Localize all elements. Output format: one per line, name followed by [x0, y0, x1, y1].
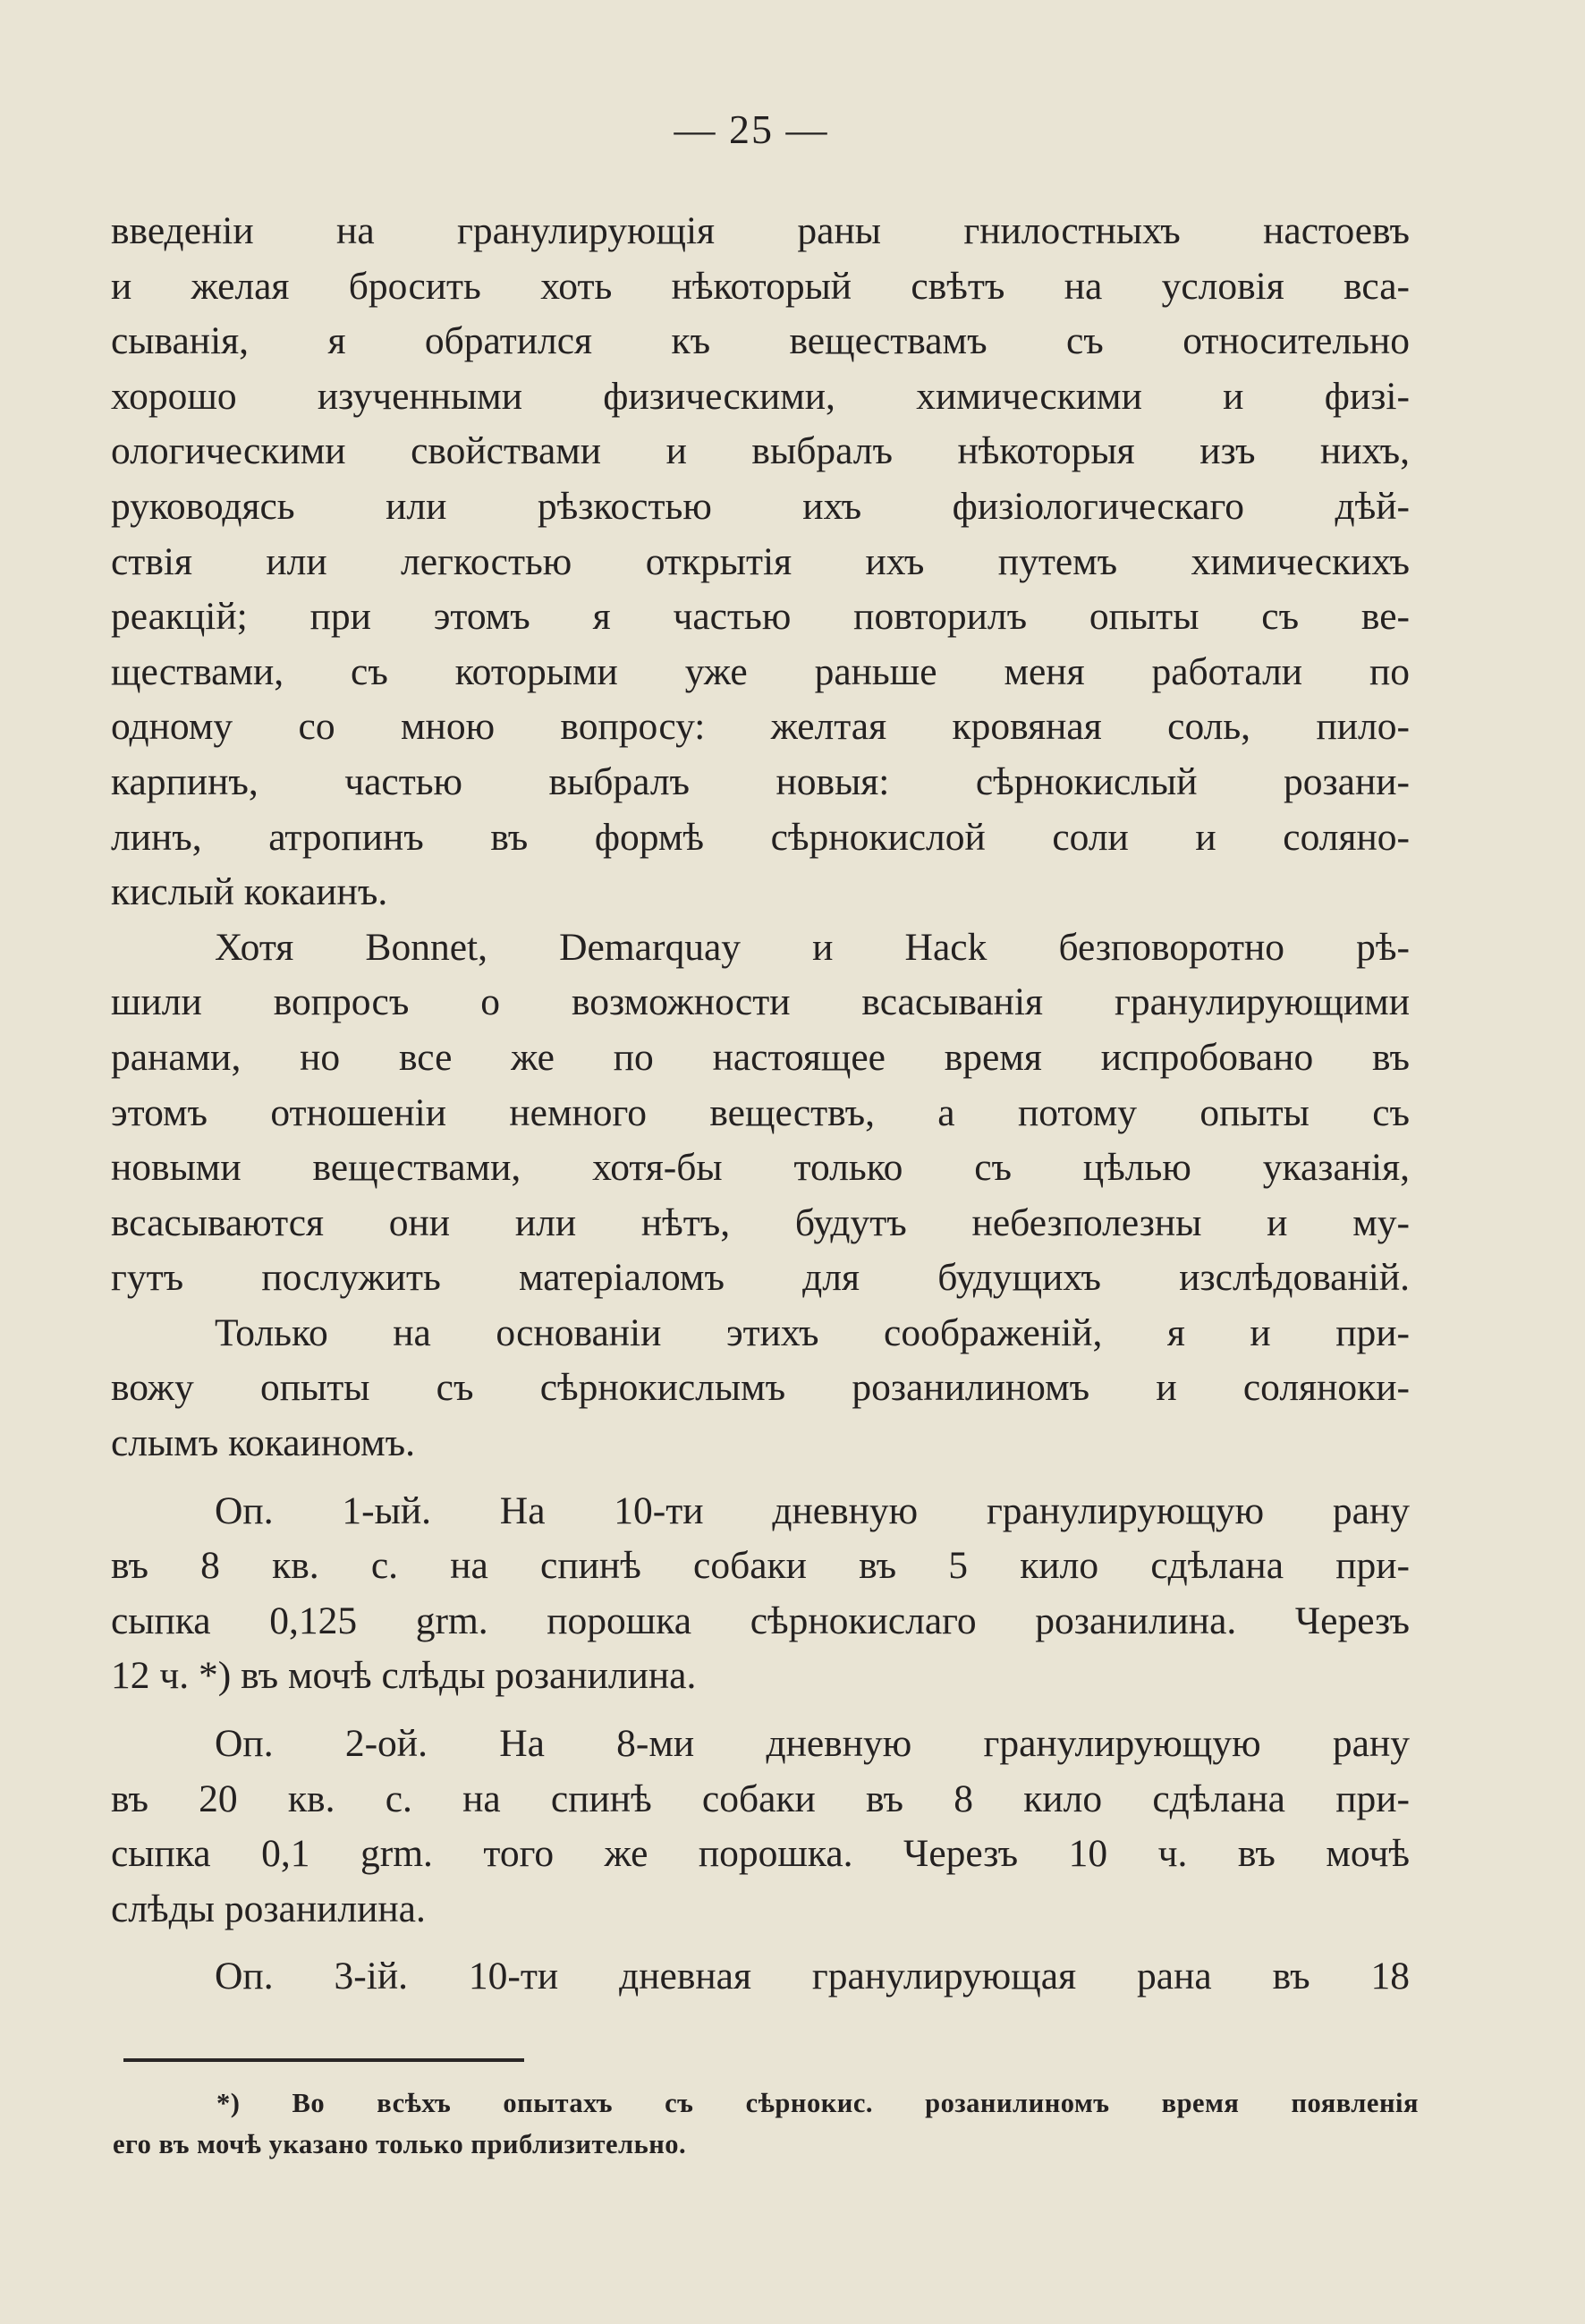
footnote [113, 2082, 1419, 2165]
text-line: гутъ послужить матерiаломъ для будущихъ изслѣдованiй. [111, 1256, 1410, 1300]
text-line: хорошо изученными физическими, химическими и физi- [111, 374, 1410, 418]
text-line: шили вопросъ о возможности всасыванiя гранулирующими [111, 980, 1410, 1024]
text-line: Только на основанiи этихъ соображенiй, я и при- [215, 1310, 1410, 1354]
text-line: новыми веществами, хотя-бы только съ цѣлью указанiя, [111, 1146, 1410, 1190]
page-number: — 25 — [674, 106, 829, 152]
text-line: Хотя Bonnet, Demarquay и Hack безповоротно рѣ- [215, 925, 1410, 969]
text-line: слѣды розанилина. [111, 1887, 426, 1930]
text-line: вожу опыты съ сѣрнокислымъ розанилиномъ и солянoки- [111, 1366, 1410, 1410]
text-line: сыпка 0,1 grm. того же порошка. Черезъ 10 ч. въ мочѣ [111, 1832, 1410, 1876]
text-line: ществами, съ которыми уже раньше меня работали по [111, 649, 1410, 693]
text-line: руководясь или рѣзкостью ихъ физiологическаго дѣй- [111, 484, 1410, 528]
text-line: линъ, атропинъ въ формѣ сѣрнокислой соли и соляно- [111, 815, 1410, 859]
footnote-line: *) Во всѣхъ опытахъ съ сѣрнокис. розанилиномъ время появленiя [216, 2088, 1419, 2118]
text-line: Оп. 2-ой. На 8-ми дневную гранулирующую рану [215, 1722, 1410, 1766]
text-line: сыванiя, я обратился къ веществамъ съ относительно [111, 319, 1410, 363]
text-line: этомъ отношенiи немного веществъ, а потому опыты съ [111, 1090, 1410, 1134]
text-line: въ 8 кв. с. на спинѣ собаки въ 5 кило сдѣлана при- [111, 1544, 1410, 1588]
text-line: введенiи на гранулирующiя раны гнилостныхъ настоевъ [111, 209, 1410, 252]
text-line: всасываются они или нѣтъ, будутъ небезполезны и му- [111, 1200, 1410, 1244]
text-line: карпинъ, частью выбралъ новыя: сѣрнокислый розани- [111, 759, 1410, 803]
text-line: 12 ч. *) въ мочѣ слѣды розанилина. [111, 1654, 697, 1698]
text-line: и желая бросить хоть нѣкоторый свѣтъ на условiя вса- [111, 264, 1410, 308]
text-line: кислый кокаинъ. [111, 870, 388, 914]
text-line: Оп. 3-iй. 10-ти дневная гранулирующая рана въ 18 [215, 1955, 1410, 1998]
text-line: сыпка 0,125 grm. порошка сѣрнокислаго розанилина. Черезъ [111, 1599, 1410, 1642]
text-line: реакцiй; при этомъ я частью повторилъ опыты съ ве- [111, 595, 1410, 639]
text-line: одному со мною вопросу: желтая кровяная соль, пило- [111, 705, 1410, 749]
text-line: ранами, но все же по настоящее время испробовано въ [111, 1035, 1410, 1079]
footnote-divider [123, 2058, 524, 2062]
text-line: слымъ кокаиномъ. [111, 1421, 415, 1465]
body-text [111, 204, 1410, 2005]
text-line: въ 20 кв. с. на спинѣ собаки въ 8 кило сдѣлана при- [111, 1777, 1410, 1820]
footnote-line: его въ мочѣ указано только приблизительно. [113, 2129, 687, 2159]
text-line: ологическими свойствами и выбралъ нѣкоторыя изъ нихъ, [111, 429, 1410, 473]
text-line: Оп. 1-ый. На 10-ти дневную гранулирующую рану [215, 1489, 1410, 1532]
text-line: ствiя или легкостью открытiя ихъ путемъ химическихъ [111, 539, 1410, 583]
